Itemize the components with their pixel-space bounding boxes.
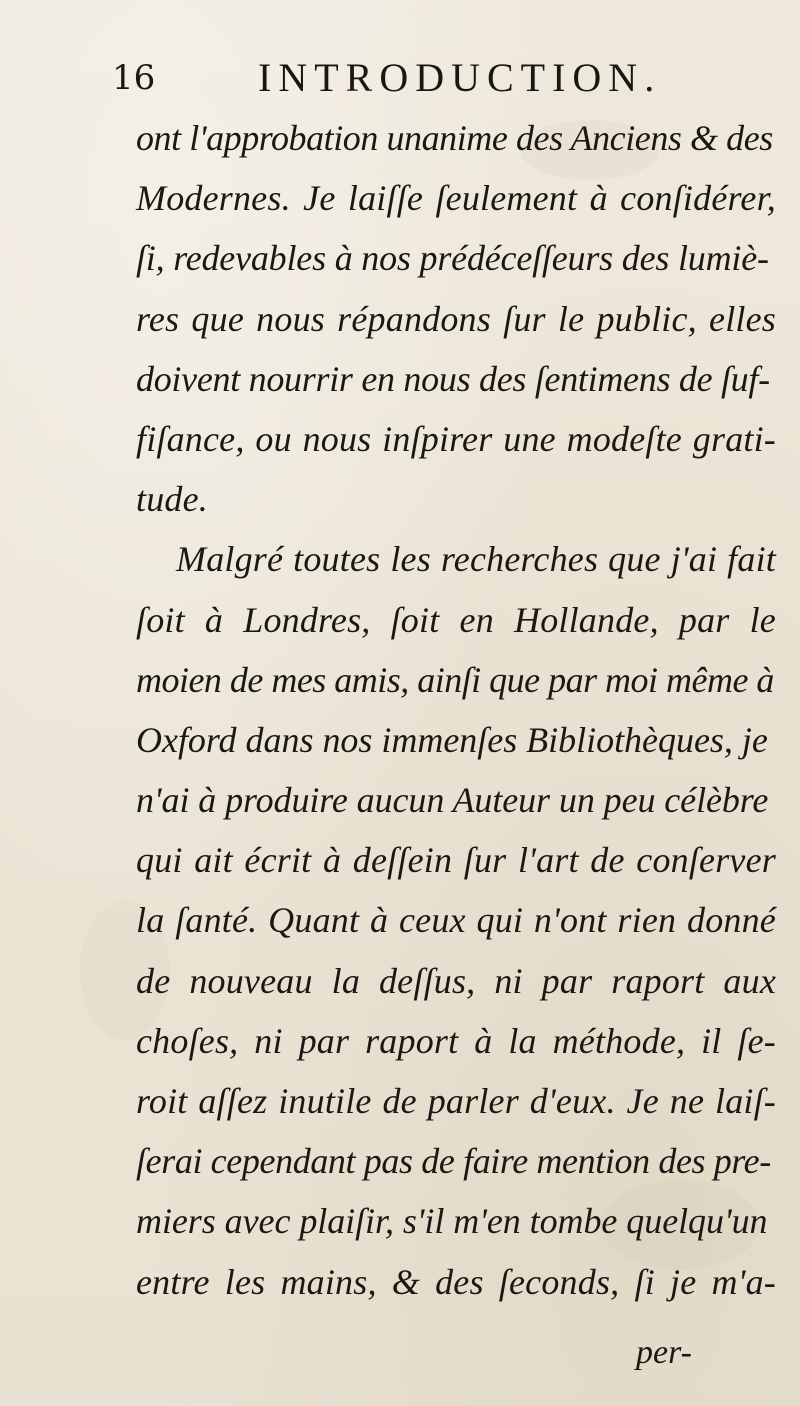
catchword: per-: [636, 1334, 692, 1371]
text-line: tude.: [136, 479, 208, 520]
text-line: choſes, ni par raport à la méthode, il ſe-: [136, 1020, 776, 1061]
text-line: fiſance, ou nous inſpirer une modeſte grati-: [136, 418, 776, 459]
text-line: entre les mains, & des ſeconds, ſi je m'a-: [136, 1261, 776, 1302]
text-line: la ſanté. Quant à ceux qui n'ont rien donné: [136, 900, 776, 941]
text-line: ſi, redevables à nos prédéceſſeurs des lumiè-: [136, 238, 769, 279]
text-line: roit aſſez inutile de parler d'eux. Je ne laiſ-: [136, 1081, 776, 1121]
text-line: Modernes. Je laiſſe ſeulement à conſidérer,: [136, 178, 776, 219]
text-line: de nouveau la deſſus, ni par raport aux: [136, 960, 776, 1001]
text-line: ſerai cependant pas de faire mention des pre-: [136, 1141, 771, 1182]
text-line: ſoit à Londres, ſoit en Hollande, par le: [136, 599, 776, 640]
text-line: n'ai à produire aucun Auteur un peu célèbre: [136, 780, 769, 821]
text-line: moien de mes amis, ainſi que par moi même à: [136, 659, 774, 700]
paragraph-start-line: Malgré toutes les recherches que j'ai fait: [176, 539, 776, 580]
page-header: [112, 55, 740, 100]
text-line: doivent nourrir en nous des ſentimens de ſuf-: [136, 358, 770, 399]
text-line: ont l'approbation unanime des Anciens & des: [136, 118, 773, 158]
running-title: INTRODUCTION.: [258, 55, 662, 100]
text-line: qui ait écrit à deſſein ſur l'art de conſerver: [136, 840, 776, 881]
text-line: Oxford dans nos immenſes Bibliothèques, je: [136, 719, 768, 760]
text-line: miers avec plaiſir, s'il m'en tombe quelqu'un: [136, 1201, 768, 1242]
page-number: 16: [112, 58, 156, 98]
text-line: res que nous répandons ſur le public, elles: [136, 298, 776, 339]
body-text: [136, 108, 776, 1312]
